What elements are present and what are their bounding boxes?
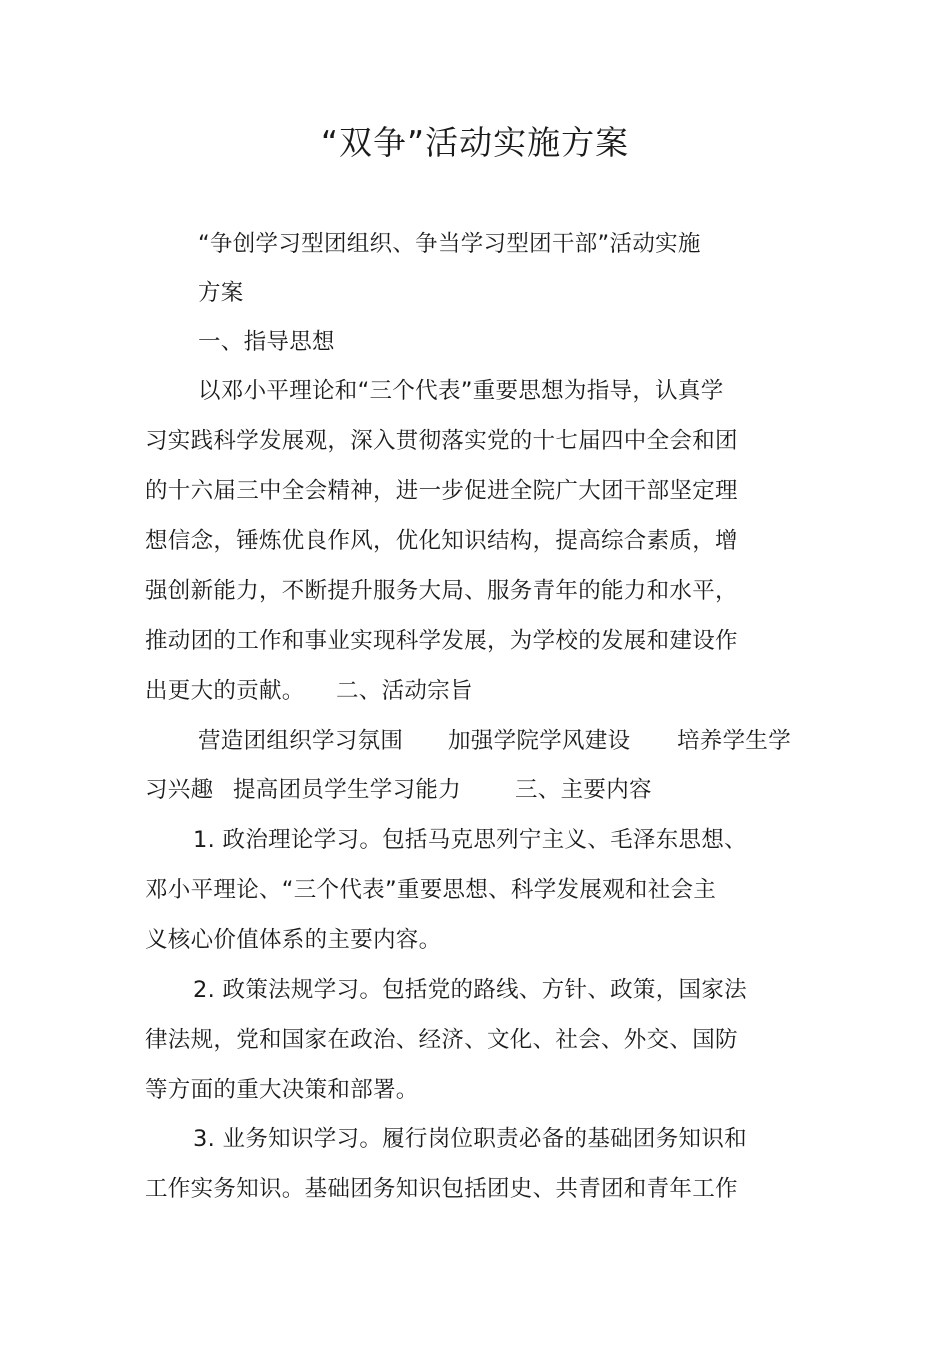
paragraph-line: 律法规，党和国家在政治、经济、文化、社会、外交、国防 [145, 1027, 738, 1053]
paragraph-line: 强创新能力，不断提升服务大局、服务青年的能力和水平， [145, 578, 738, 604]
paragraph-line: 义核心价值体系的主要内容。 [145, 927, 442, 953]
section-heading-activity-purpose: 二、活动宗旨 [336, 678, 473, 704]
paragraph-line: 3. 业务知识学习。履行岗位职责必备的基础团务知识和 [193, 1126, 747, 1152]
purpose-item: 加强学院学风建设 [448, 728, 631, 754]
document-title: “双争”活动实施方案 [320, 123, 630, 162]
paragraph-line: 工作实务知识。基础团务知识包括团史、共青团和青年工作 [145, 1176, 738, 1202]
paragraph-line: 想信念，锤炼优良作风，优化知识结构，提高综合素质，增 [145, 528, 738, 554]
paragraph-line: 以邓小平理论和“三个代表”重要思想为指导，认真学 [198, 378, 724, 404]
paragraph-line: 习实践科学发展观，深入贯彻落实党的十七届四中全会和团 [145, 428, 738, 454]
paragraph-line: 邓小平理论、“三个代表”重要思想、科学发展观和社会主 [145, 877, 717, 903]
section-heading-guiding-thought: 一、指导思想 [198, 329, 335, 355]
paragraph-line: 的十六届三中全会精神，进一步促进全院广大团干部坚定理 [145, 478, 738, 504]
paragraph-line: 推动团的工作和事业实现科学发展，为学校的发展和建设作 [145, 628, 738, 654]
paragraph-line: 等方面的重大决策和部署。 [145, 1077, 419, 1103]
purpose-item: 培养学生学 [677, 728, 792, 754]
purpose-item: 习兴趣 [145, 777, 214, 803]
purpose-item: 提高团员学生学习能力 [233, 777, 462, 803]
purpose-item: 营造团组织学习氛围 [198, 728, 404, 754]
section-heading-main-content: 三、主要内容 [515, 777, 652, 803]
paragraph-line: 出更大的贡献。 [145, 678, 305, 704]
paragraph-line: 2. 政策法规学习。包括党的路线、方针、政策，国家法 [193, 977, 747, 1003]
subtitle-line-2: 方案 [198, 280, 244, 306]
subtitle-line-1: “争创学习型团组织、争当学习型团干部”活动实施 [198, 231, 701, 257]
paragraph-line: 1. 政治理论学习。包括马克思列宁主义、毛泽东思想、 [193, 827, 747, 853]
